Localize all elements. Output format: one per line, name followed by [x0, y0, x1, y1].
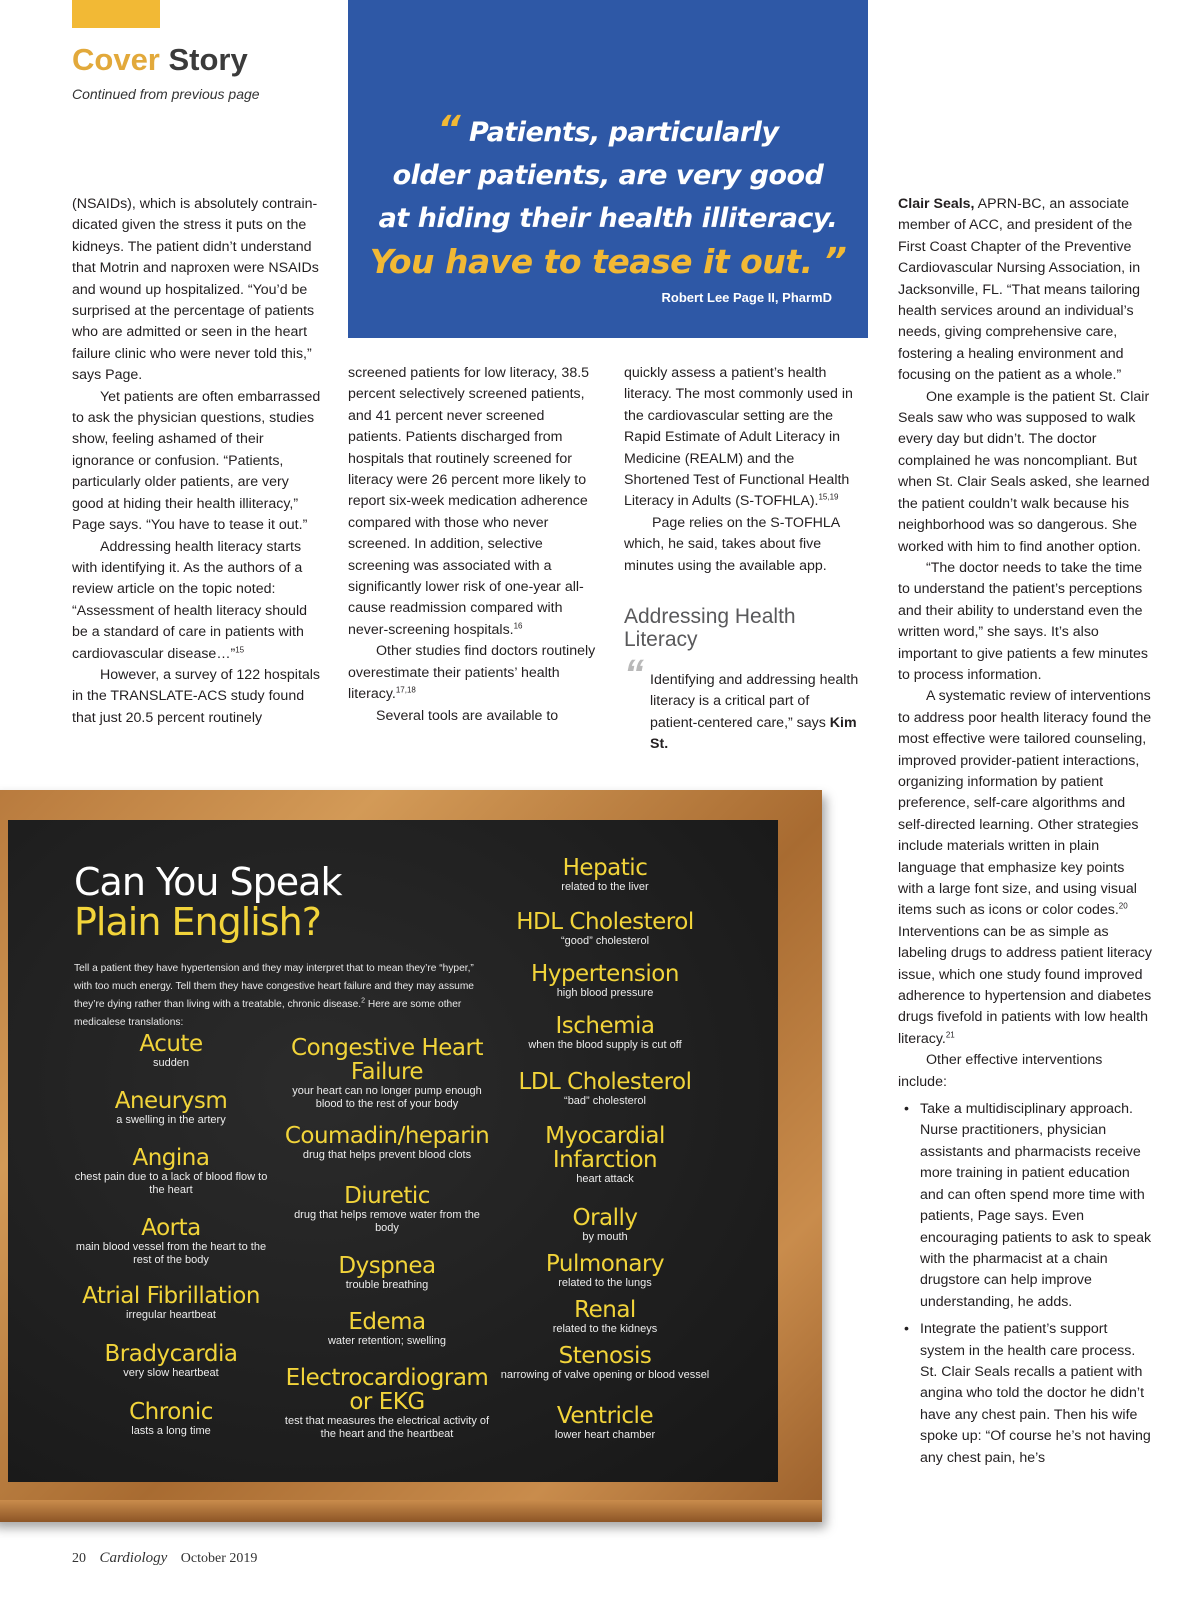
- col3-paragraph-2: Page relies on the S-TOFHLA which, he said, takes about five minutes using the available app.: [624, 514, 840, 574]
- pull-intro-body: Identifying and addressing health literacy is a critical part of patient-centered care,” says: [650, 672, 859, 731]
- col4-paragraph-1: [898, 194, 1152, 387]
- term-definition: drug that helps remove water from the body: [294, 1209, 480, 1234]
- chalkboard-intro-end: Here are some other medicalese translations:: [74, 999, 462, 1028]
- col1-paragraph-4: However, a survey of 122 hospitals in the TRANSLATE-ACS study found that just 20.5 percent routinely: [72, 666, 321, 726]
- term-bradycardia: [66, 1342, 276, 1380]
- pull-quote-line-1: [368, 108, 848, 154]
- term-name: Chronic: [129, 1399, 213, 1425]
- close-quote-icon: ”: [823, 241, 847, 282]
- col4-paragraph-4-text: A systematic review of interventions to address poor health literacy found the most effective were tailored counseling, improved provider-patient interactions, organizing information by patient preference, self-care algorithms and self-directed learning. Other strategies include materials written in plain language that emphasize key points with a large font size, and using visual items such as icons or color codes.: [898, 688, 1152, 919]
- term-definition: test that measures the electrical activity of the heart and the heartbeat: [284, 1415, 490, 1440]
- term-definition: “good” cholesterol: [560, 935, 650, 947]
- term-aneurysm: [66, 1089, 276, 1127]
- page-number: 20: [72, 1551, 86, 1566]
- article-column-1: [72, 194, 322, 729]
- pull-intro: [624, 652, 860, 756]
- term-pulmonary: [500, 1252, 710, 1290]
- term-orally: [500, 1206, 710, 1244]
- chalkboard-ledge: [0, 1500, 822, 1522]
- term-hepatic: [500, 856, 710, 894]
- term-definition: irregular heartbeat: [126, 1309, 216, 1321]
- term-definition: lower heart chamber: [554, 1429, 656, 1441]
- term-name: Hypertension: [531, 961, 679, 987]
- term-electrocardiogram: [282, 1366, 492, 1441]
- continued-note: Continued from previous page: [72, 86, 260, 102]
- open-quote-icon: “: [437, 109, 461, 150]
- section-color-bar: [72, 0, 160, 28]
- term-name: HDL Cholesterol: [516, 909, 694, 935]
- term-angina: [66, 1146, 276, 1197]
- pull-quote-line-1-text: Patients, particularly: [469, 117, 779, 148]
- term-myocardial-infarction: [500, 1124, 710, 1186]
- pull-quote-box: [348, 0, 868, 338]
- reference-marker: 21: [945, 1030, 955, 1040]
- term-name: Aorta: [141, 1215, 201, 1241]
- quote-mark-icon: “: [624, 652, 644, 696]
- page-footer: [72, 1550, 267, 1567]
- term-congestive-heart-failure: [282, 1036, 492, 1111]
- pull-quote-line-2: older patients, are very good: [392, 160, 824, 191]
- chalkboard-title-line-1: Can You Speak: [74, 860, 342, 904]
- col3-paragraph-1: [624, 363, 860, 513]
- term-definition: by mouth: [582, 1231, 628, 1243]
- col1-paragraph-3: [72, 537, 322, 665]
- term-definition: chest pain due to a lack of blood flow to the heart: [74, 1171, 268, 1196]
- reference-marker: 15,19: [818, 492, 839, 502]
- term-name: Pulmonary: [545, 1251, 665, 1277]
- col4-paragraph-5: Other effective interventions include:: [898, 1052, 1103, 1090]
- term-name: Myocardial Infarction: [545, 1123, 665, 1173]
- pull-quote-line-4: [368, 240, 848, 283]
- col1-paragraph-2: Yet patients are often embarrassed to ask the physician questions, studies show, feeling ashamed of their ignorance or confusion. “Patients, particularly older patients, are very good at hiding their health illiteracy,” Page says. “You have to tease it out.”: [72, 388, 321, 534]
- col2-paragraph-2: [348, 641, 600, 705]
- col4-paragraph-3: “The doctor needs to take the time to understand the patient’s perceptions and their ability to understand even the written word,” she says. It’s also important to give patients a few minutes to process information.: [898, 559, 1148, 683]
- term-diuretic: [282, 1184, 492, 1235]
- term-name: Dyspnea: [338, 1253, 436, 1279]
- article-column-2: [348, 363, 600, 727]
- term-definition: sudden: [152, 1057, 190, 1069]
- pull-quote-line-3: at hiding their health illiteracy.: [378, 203, 838, 234]
- chalkboard-intro: [74, 960, 478, 1032]
- term-name: Atrial Fibrillation: [82, 1283, 260, 1309]
- pull-quote-line-4-text: You have to tease it out.: [369, 242, 813, 281]
- col2-paragraph-1: [348, 363, 600, 641]
- pull-quote-attribution: Robert Lee Page II, PharmD: [661, 290, 832, 305]
- term-definition: high blood pressure: [556, 987, 654, 999]
- term-hypertension: [500, 962, 710, 1000]
- term-definition: heart attack: [576, 1173, 634, 1185]
- col1-paragraph-3-text: Addressing health literacy starts with identifying it. As the authors of a review article on the topic noted: “Assessment of health literacy should be a standard of care in patients with cardiovascular disease…”: [72, 538, 307, 662]
- term-name: Orally: [572, 1205, 638, 1231]
- term-definition: narrowing of valve opening or blood vessel: [500, 1369, 710, 1381]
- term-definition: trouble breathing: [345, 1279, 429, 1291]
- article-column-3: [624, 363, 860, 577]
- reference-marker: 17,18: [395, 685, 416, 695]
- term-ventricle: [500, 1404, 710, 1442]
- term-name: Diuretic: [344, 1183, 430, 1209]
- term-name: Angina: [132, 1145, 210, 1171]
- term-aorta: [66, 1216, 276, 1267]
- article-column-4: [898, 194, 1152, 1469]
- term-name: Electrocardiogram or EKG: [285, 1365, 489, 1415]
- term-name: Congestive Heart Failure: [291, 1035, 483, 1085]
- chalkboard-title-line-2: Plain English?: [74, 900, 321, 944]
- term-name: Ischemia: [555, 1013, 655, 1039]
- term-coumadin-heparin: [282, 1124, 492, 1162]
- term-definition: “bad” cholesterol: [564, 1095, 646, 1107]
- term-definition: water retention; swelling: [327, 1335, 446, 1347]
- term-definition: main blood vessel from the heart to the rest of the body: [75, 1241, 267, 1266]
- reference-marker: 20: [1118, 901, 1128, 911]
- term-stenosis: [500, 1344, 710, 1382]
- term-definition: related to the kidneys: [552, 1323, 658, 1335]
- term-ldl-cholesterol: [500, 1070, 710, 1108]
- chalkboard-intro-text: Tell a patient they have hypertension and they may interpret that to mean they’re “hyper,” with too much energy. Tell them they have congestive heart failure and they may assume they’re dying rather than living with a treatable, chronic disease.: [74, 963, 474, 1010]
- list-item: • Take a multidisciplinary approach. Nurse practitioners, physician assistants and pharmacists receive more training in patient education and can often spend more time with patients, Page says. Even encouraging patients to ask to speak with the pharmacist at a chain drugstore can help improve understanding, he adds.: [898, 1099, 1152, 1313]
- interventions-list: [898, 1099, 1152, 1469]
- pull-quote-text: [368, 108, 848, 283]
- term-definition: a swelling in the artery: [116, 1114, 226, 1126]
- term-name: Edema: [348, 1309, 426, 1335]
- issue-date: October 2019: [180, 1551, 258, 1566]
- term-definition: very slow heartbeat: [123, 1367, 219, 1379]
- col2-paragraph-2-text: Other studies find doctors routinely overestimate their patients’ health literacy.: [348, 643, 596, 703]
- col4-paragraph-4: [898, 686, 1152, 1050]
- term-name: LDL Cholesterol: [518, 1069, 692, 1095]
- magazine-name: Cardiology: [99, 1550, 168, 1566]
- term-definition: lasts a long time: [131, 1425, 211, 1437]
- reference-marker: 2: [361, 997, 366, 1005]
- term-name: Ventricle: [556, 1403, 654, 1429]
- term-ischemia: [500, 1014, 710, 1052]
- col3-paragraph-1-text: quickly assess a patient’s health literacy. The most commonly used in the cardiovascular setting are the Rapid Estimate of Adult Literacy in Medicine (REALM) and the Shortened Test of Functional Health Literacy in Adults (S-TOFHLA).: [624, 365, 853, 510]
- term-chronic: [66, 1400, 276, 1438]
- term-definition: your heart can no longer pump enough blood to the rest of your body: [292, 1085, 482, 1110]
- term-definition: related to the liver: [561, 881, 649, 893]
- list-item: • Integrate the patient’s support system in the health care process. St. Clair Seals recalls a patient with angina who told the doctor he didn’t have any chest pain. Then his wife spoke up: “Of course he’s not having any chest pain, he’s: [898, 1319, 1152, 1469]
- reference-marker: 16: [513, 621, 523, 631]
- term-name: Stenosis: [558, 1343, 652, 1369]
- term-name: Acute: [139, 1031, 203, 1057]
- section-title-cover: Cover: [72, 42, 160, 77]
- col4-paragraph-2: One example is the patient St. Clair Seals saw who was supposed to walk every day but didn’t. The doctor complained he was noncompliant. But when St. Clair Seals asked, she learned the patient couldn’t walk because his neighborhood was so dangerous. She worked with him to find another option.: [898, 388, 1150, 555]
- term-name: Aneurysm: [114, 1088, 228, 1114]
- subheading: Addressing Health Literacy: [624, 605, 796, 651]
- term-definition: drug that helps prevent blood clots: [302, 1149, 472, 1161]
- pull-intro-text: [624, 670, 860, 756]
- reference-marker: 15: [235, 644, 245, 654]
- col4-paragraph-1-text: APRN-BC, an associate member of ACC, and president of the First Coast Chapter of the Preventive Cardiovascular Nursing Association, in Jacksonville, FL. “That means tailoring health services around an individual’s needs, giving comprehensive care, fostering a healing environment and focusing on the patient as a whole.”: [898, 196, 1141, 384]
- term-name: Bradycardia: [104, 1341, 238, 1367]
- term-name: Coumadin/heparin: [284, 1123, 490, 1149]
- term-name: Renal: [574, 1297, 636, 1323]
- term-definition: related to the lungs: [558, 1277, 652, 1289]
- term-name: Hepatic: [562, 855, 648, 881]
- term-renal: [500, 1298, 710, 1336]
- term-hdl-cholesterol: [500, 910, 710, 948]
- section-title-story: Story: [168, 42, 248, 77]
- pull-intro-name: Kim St.: [650, 714, 857, 753]
- col4-name: Clair Seals,: [898, 196, 975, 212]
- col2-paragraph-3: Several tools are available to: [376, 707, 559, 724]
- section-title: [72, 42, 248, 78]
- col4-paragraph-4-text-b: Interventions can be as simple as labeling drugs to address patient literacy issue, which one study found improved adherence to hypertension and diabetes drugs fivefold in patients with low health literacy.: [898, 923, 1152, 1047]
- term-definition: when the blood supply is cut off: [528, 1039, 682, 1051]
- term-dyspnea: [282, 1254, 492, 1292]
- term-edema: [282, 1310, 492, 1348]
- col2-paragraph-1-text: screened patients for low literacy, 38.5 percent selectively screened patients, and 41 percent never screened patients. Patients discharged from hospitals that routinely screened for literacy were 26 percent more likely to report six-week medication adherence compared with those who never screened. In addition, selective screening was associated with a significantly lower risk of one-year all-cause readmission compared with never-screening hospitals.: [348, 365, 590, 638]
- term-atrial-fibrillation: [66, 1284, 276, 1322]
- col1-paragraph-1: (NSAIDs), which is absolutely contraindicated given the stress it puts on the kidneys. The patient didn’t understand that Motrin and naproxen were NSAIDs and wound up hospitalized. “You’d be surprised at the percentage of patients who are admitted or seen in the heart failure clinic who were never told this,” says Page.: [72, 196, 319, 384]
- term-acute: [66, 1032, 276, 1070]
